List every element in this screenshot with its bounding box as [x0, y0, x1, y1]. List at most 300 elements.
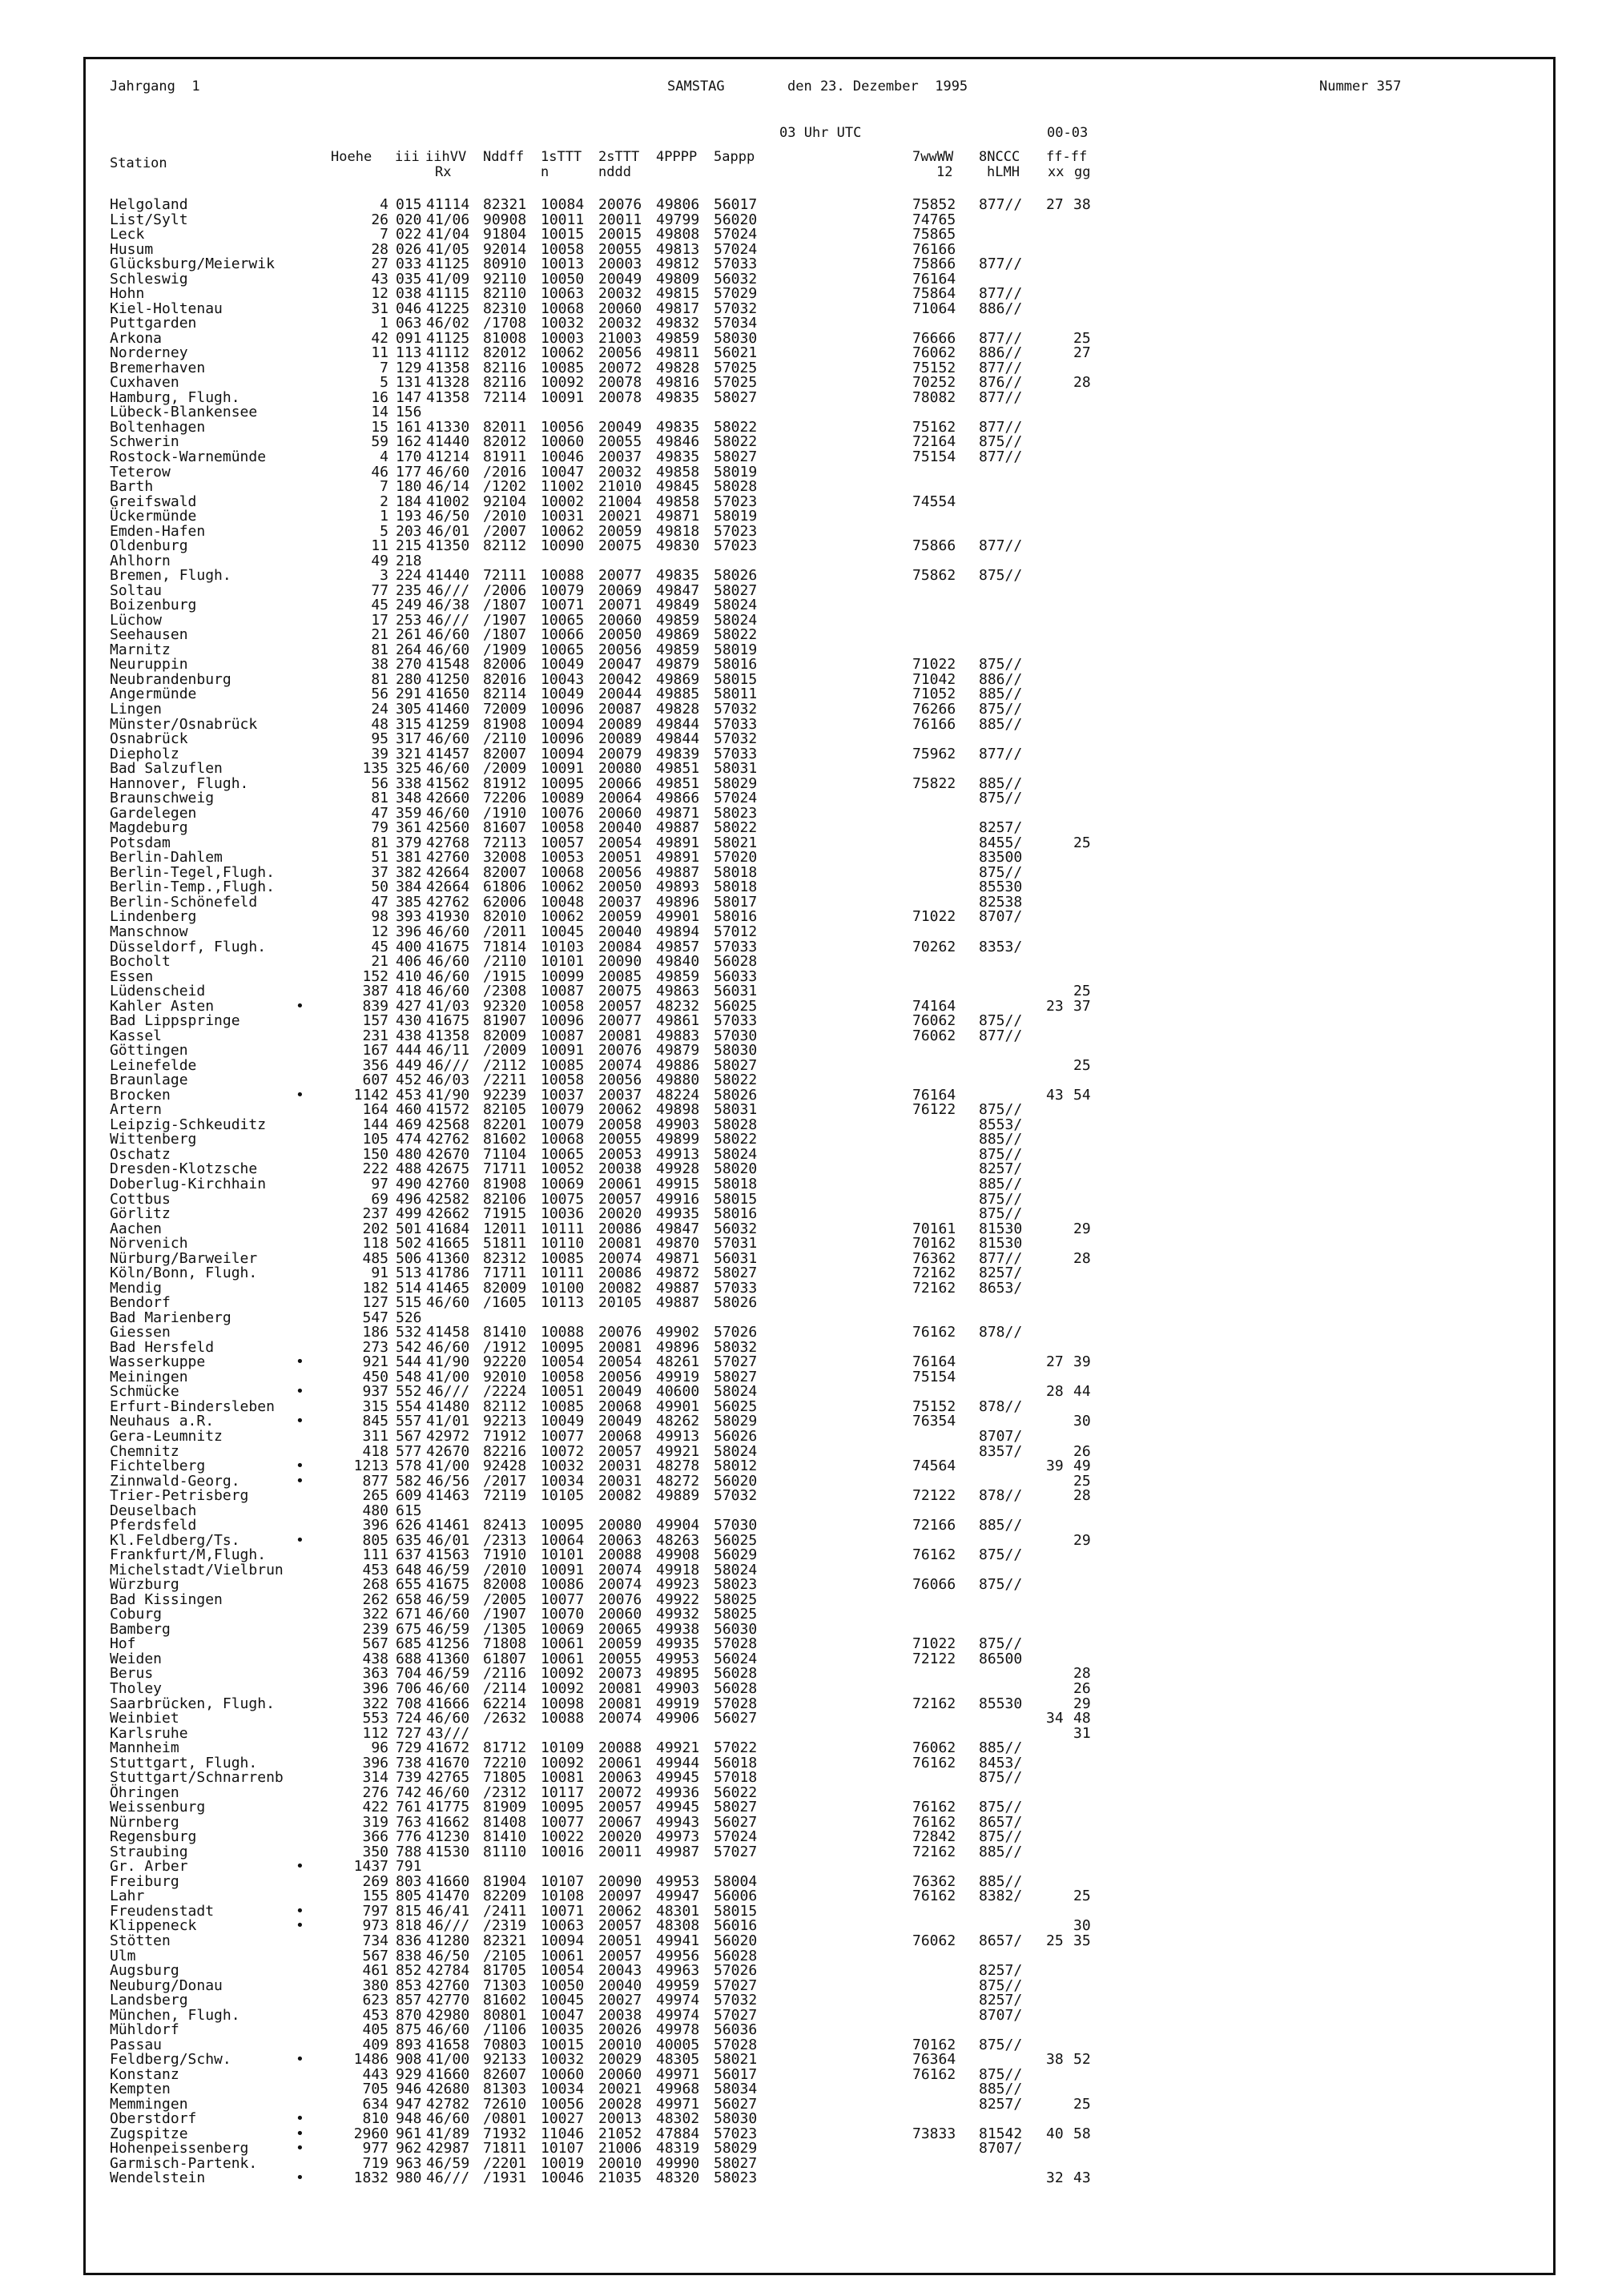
- group-nddff: /2201: [483, 2154, 527, 2172]
- group-iihvv: 46/59: [426, 1620, 470, 1638]
- group-1sttt: 10092: [541, 1665, 585, 1683]
- group-1sttt: 10047: [541, 2006, 585, 2024]
- group-8nccc: 885//: [979, 1131, 1023, 1148]
- group-7wwww: 71042: [912, 670, 956, 688]
- station-id: 474: [396, 1131, 422, 1148]
- group-7wwww: 72842: [912, 1828, 956, 1846]
- group-2sttt: 20032: [598, 463, 642, 481]
- station-name: Bocholt: [110, 953, 171, 971]
- group-8nccc: 886//: [979, 300, 1023, 317]
- elevation: 47: [371, 804, 388, 822]
- group-nddff: 72206: [483, 790, 527, 807]
- group-iihvv: 46/02: [426, 315, 470, 332]
- group-5appp: 57032: [714, 730, 758, 748]
- group-iihvv: 41/06: [426, 211, 470, 228]
- group-1sttt: 10061: [541, 1650, 585, 1667]
- group-nddff: 72009: [483, 701, 527, 718]
- col-7wwww: 7wwWW: [912, 149, 954, 165]
- group-4pppp: 49818: [656, 522, 700, 540]
- station-name: Barth: [110, 478, 154, 496]
- group-2sttt: 20011: [598, 1843, 642, 1860]
- group-2sttt: 20061: [598, 1175, 642, 1192]
- station-name: Regensburg: [110, 1828, 197, 1846]
- table-row: [86, 2023, 1558, 2038]
- group-5appp: 57030: [714, 1027, 758, 1044]
- station-name: Mühldorf: [110, 2021, 179, 2039]
- station-id: 180: [396, 478, 422, 496]
- station-name: Berus: [110, 1665, 154, 1683]
- group-4pppp: 48302: [656, 2110, 700, 2128]
- elevation: 97: [371, 1175, 388, 1192]
- group-nddff: 82007: [483, 745, 527, 762]
- elevation: 182: [362, 1279, 388, 1297]
- group-2sttt: 20010: [598, 2036, 642, 2053]
- station-name: Giessen: [110, 1324, 171, 1341]
- group-nddff: 81907: [483, 1012, 527, 1030]
- group-4pppp: 49947: [656, 1888, 700, 1905]
- station-name: Ahlhorn: [110, 552, 171, 569]
- wind-gust-1: 43: [1046, 1086, 1064, 1104]
- elevation: 69: [371, 1190, 388, 1208]
- group-4pppp: 49895: [656, 1665, 700, 1683]
- group-2sttt: 20068: [598, 1397, 642, 1415]
- group-nddff: /2312: [483, 1783, 527, 1801]
- group-iihvv: 41470: [426, 1888, 470, 1905]
- table-row: [86, 1504, 1558, 1519]
- group-iihvv: 41360: [426, 1650, 470, 1667]
- station-name: Helgoland: [110, 196, 188, 213]
- group-nddff: /1807: [483, 597, 527, 614]
- group-1sttt: 10015: [541, 226, 585, 243]
- table-row: [86, 732, 1558, 747]
- group-nddff: 81110: [483, 1843, 527, 1860]
- wind-gust-2: 25: [1073, 834, 1091, 851]
- elevation: 350: [362, 1843, 388, 1860]
- wind-gust-1: 39: [1046, 1458, 1064, 1475]
- table-row: [86, 1711, 1558, 1727]
- group-5appp: 56031: [714, 1249, 758, 1267]
- station-name: Göttingen: [110, 1042, 188, 1060]
- group-1sttt: 10094: [541, 715, 585, 733]
- table-row: [86, 1311, 1558, 1326]
- group-iihvv: 41250: [426, 670, 470, 688]
- table-row: [86, 1355, 1558, 1370]
- group-2sttt: 20044: [598, 686, 642, 703]
- group-1sttt: 10031: [541, 508, 585, 525]
- group-5appp: 57033: [714, 255, 758, 273]
- mountain-marker: •: [296, 1383, 304, 1401]
- group-iihvv: 41665: [426, 1235, 470, 1253]
- group-8nccc: 8657/: [979, 1932, 1023, 1949]
- station-id: 655: [396, 1576, 422, 1594]
- group-iihvv: 41440: [426, 433, 470, 451]
- group-4pppp: 49889: [656, 1487, 700, 1505]
- table-row: [86, 1578, 1558, 1593]
- group-iihvv: 41/05: [426, 240, 470, 258]
- group-5appp: 58025: [714, 1606, 758, 1623]
- table-row: [86, 1919, 1558, 1934]
- table-row: [86, 628, 1558, 643]
- station-id: 893: [396, 2036, 422, 2053]
- elevation: 839: [362, 997, 388, 1015]
- group-1sttt: 10096: [541, 701, 585, 718]
- table-row: [86, 2082, 1558, 2097]
- station-name: Aachen: [110, 1220, 163, 1237]
- station-name: Straubing: [110, 1843, 188, 1860]
- group-1sttt: 10050: [541, 270, 585, 288]
- group-nddff: 72114: [483, 388, 527, 406]
- table-row: [86, 1474, 1558, 1490]
- group-iihvv: 41358: [426, 1027, 470, 1044]
- group-7wwww: 76162: [912, 1799, 956, 1816]
- group-4pppp: 49869: [656, 626, 700, 644]
- group-8nccc: 8657/: [979, 1813, 1023, 1831]
- station-name: Braunschweig: [110, 790, 215, 807]
- group-7wwww: 71064: [912, 300, 956, 317]
- station-name: Glücksburg/Meierwik: [110, 255, 275, 273]
- group-7wwww: 76164: [912, 270, 956, 288]
- group-8nccc: 8257/: [979, 1992, 1023, 2009]
- group-7wwww: 74164: [912, 997, 956, 1015]
- elevation: 276: [362, 1783, 388, 1801]
- group-4pppp: 49963: [656, 1962, 700, 1980]
- group-1sttt: 10081: [541, 1769, 585, 1787]
- group-iihvv: 41358: [426, 388, 470, 406]
- group-1sttt: 10086: [541, 1576, 585, 1594]
- group-nddff: 72119: [483, 1487, 527, 1505]
- group-nddff: /2114: [483, 1680, 527, 1697]
- group-5appp: 56028: [714, 1947, 758, 1964]
- group-iihvv: 42670: [426, 1442, 470, 1460]
- wind-gust-2: 29: [1073, 1695, 1091, 1712]
- group-4pppp: 49901: [656, 1397, 700, 1415]
- group-1sttt: 10019: [541, 2154, 585, 2172]
- station-id: 739: [396, 1769, 422, 1787]
- group-nddff: /2411: [483, 1902, 527, 1920]
- col-rx: Rx: [435, 164, 452, 180]
- elevation: 623: [362, 1992, 388, 2009]
- group-7wwww: 71022: [912, 908, 956, 926]
- group-iihvv: 41660: [426, 2065, 470, 2083]
- group-1sttt: 10111: [541, 1220, 585, 1237]
- station-id: 338: [396, 774, 422, 792]
- group-iihvv: 41458: [426, 1324, 470, 1341]
- station-name: Magdeburg: [110, 819, 188, 837]
- station-name: Neuruppin: [110, 656, 188, 674]
- group-5appp: 58011: [714, 686, 758, 703]
- station-name: Lüdenscheid: [110, 983, 206, 1000]
- group-5appp: 57028: [714, 1635, 758, 1653]
- group-1sttt: 10094: [541, 745, 585, 762]
- group-iihvv: 41125: [426, 255, 470, 273]
- station-id: 270: [396, 656, 422, 674]
- group-4pppp: 49872: [656, 1265, 700, 1282]
- station-name: Weissenburg: [110, 1799, 206, 1816]
- group-1sttt: 10070: [541, 1606, 585, 1623]
- table-row: [86, 1296, 1558, 1311]
- group-8nccc: 86500: [979, 1650, 1023, 1667]
- group-5appp: 57028: [714, 2036, 758, 2053]
- station-name: Boltenhagen: [110, 418, 206, 436]
- table-row: [86, 806, 1558, 822]
- group-1sttt: 10054: [541, 1353, 585, 1371]
- station-id: 091: [396, 329, 422, 347]
- group-7wwww: 71022: [912, 656, 956, 674]
- col-station: Station: [110, 155, 167, 171]
- table-row: [86, 316, 1558, 332]
- group-7wwww: 76162: [912, 1324, 956, 1341]
- group-nddff: /1910: [483, 804, 527, 822]
- station-id: 015: [396, 196, 422, 213]
- group-nddff: 92213: [483, 1413, 527, 1430]
- station-name: Lübeck-Blankensee: [110, 404, 258, 421]
- group-7wwww: 76362: [912, 1249, 956, 1267]
- station-id: 727: [396, 1724, 422, 1742]
- group-nddff: 82310: [483, 300, 527, 317]
- station-name: Gardelegen: [110, 804, 197, 822]
- group-1sttt: 10051: [541, 1383, 585, 1401]
- station-id: 022: [396, 226, 422, 243]
- group-5appp: 58029: [714, 2140, 758, 2157]
- station-name: Kl.Feldberg/Ts.: [110, 1531, 240, 1549]
- group-1sttt: 10071: [541, 1902, 585, 1920]
- group-1sttt: 10090: [541, 537, 585, 555]
- station-id: 261: [396, 626, 422, 644]
- station-name: Coburg: [110, 1606, 163, 1623]
- group-iihvv: 41480: [426, 1397, 470, 1415]
- table-row: [86, 791, 1558, 806]
- group-4pppp: 49891: [656, 849, 700, 867]
- group-1sttt: 10057: [541, 834, 585, 851]
- elevation: 21: [371, 626, 388, 644]
- elevation: 47: [371, 893, 388, 911]
- elevation: 157: [362, 1012, 388, 1030]
- group-7wwww: 75152: [912, 359, 956, 376]
- table-row: [86, 1622, 1558, 1638]
- group-1sttt: 10065: [541, 611, 585, 629]
- station-name: Hohenpeissenberg: [110, 2140, 249, 2157]
- station-name: Bad Hersfeld: [110, 1338, 215, 1356]
- group-5appp: 56017: [714, 196, 758, 213]
- group-5appp: 58019: [714, 508, 758, 525]
- wind-gust-2: 26: [1073, 1680, 1091, 1697]
- wind-gust-1: 25: [1046, 1932, 1064, 1949]
- table-row: [86, 1607, 1558, 1622]
- group-7wwww: 76066: [912, 1576, 956, 1594]
- elevation: 1: [380, 315, 388, 332]
- station-name: Frankfurt/M,Flugh.: [110, 1546, 267, 1564]
- station-name: Kiel-Holtenau: [110, 300, 223, 317]
- table-row: [86, 1385, 1558, 1400]
- elevation: 50: [371, 879, 388, 896]
- group-5appp: 56021: [714, 344, 758, 362]
- table-row: [86, 1815, 1558, 1831]
- group-1sttt: 10077: [541, 1590, 585, 1608]
- group-4pppp: 49832: [656, 315, 700, 332]
- elevation: 186: [362, 1324, 388, 1341]
- group-5appp: 56025: [714, 997, 758, 1015]
- station-id: 361: [396, 819, 422, 837]
- group-5appp: 57024: [714, 240, 758, 258]
- group-7wwww: 76162: [912, 1546, 956, 1564]
- group-2sttt: 20081: [598, 1695, 642, 1712]
- group-iihvv: 46/14: [426, 478, 470, 496]
- group-5appp: 58032: [714, 1338, 758, 1356]
- station-name: Bad Lippspringe: [110, 1012, 240, 1030]
- group-4pppp: 49915: [656, 1175, 700, 1192]
- date-label: den 23. Dezember 1995: [787, 78, 968, 94]
- group-1sttt: 10016: [541, 1843, 585, 1860]
- group-2sttt: 20059: [598, 1635, 642, 1653]
- col-hoehe: Hoehe: [331, 149, 372, 165]
- station-id: 184: [396, 493, 422, 510]
- group-nddff: 82216: [483, 1442, 527, 1460]
- group-2sttt: 20050: [598, 626, 642, 644]
- group-nddff: 80801: [483, 2006, 527, 2024]
- group-2sttt: 20082: [598, 1279, 642, 1297]
- table-row: [86, 821, 1558, 836]
- group-iihvv: 42768: [426, 834, 470, 851]
- group-1sttt: 10092: [541, 1754, 585, 1771]
- group-2sttt: 20060: [598, 804, 642, 822]
- elevation: 56: [371, 774, 388, 792]
- station-id: 742: [396, 1783, 422, 1801]
- group-iihvv: 46/50: [426, 1947, 470, 1964]
- group-nddff: /2313: [483, 1531, 527, 1549]
- station-name: Kempten: [110, 2081, 171, 2098]
- group-4pppp: 49921: [656, 1739, 700, 1757]
- table-row: [86, 687, 1558, 702]
- station-id: 552: [396, 1383, 422, 1401]
- station-id: 317: [396, 730, 422, 748]
- group-1sttt: 10032: [541, 1458, 585, 1475]
- group-2sttt: 20021: [598, 508, 642, 525]
- wind-gust-1: 27: [1046, 1353, 1064, 1371]
- group-4pppp: 49883: [656, 1027, 700, 1044]
- group-4pppp: 49835: [656, 448, 700, 465]
- group-4pppp: 49974: [656, 1992, 700, 2009]
- station-name: Berlin-Dahlem: [110, 849, 223, 867]
- group-8nccc: 85530: [979, 1695, 1023, 1712]
- group-4pppp: 49866: [656, 790, 700, 807]
- elevation: 553: [362, 1710, 388, 1727]
- group-5appp: 58015: [714, 1902, 758, 1920]
- group-5appp: 58023: [714, 1576, 758, 1594]
- group-nddff: /2006: [483, 581, 527, 599]
- group-2sttt: 20077: [598, 1012, 642, 1030]
- group-8nccc: 8353/: [979, 938, 1023, 955]
- group-2sttt: 20074: [598, 1056, 642, 1074]
- group-2sttt: 20105: [598, 1294, 642, 1312]
- station-name: Doberlug-Kirchhain: [110, 1175, 267, 1192]
- group-iihvv: 41440: [426, 567, 470, 585]
- group-iihvv: 42680: [426, 2081, 470, 2098]
- group-5appp: 58015: [714, 1190, 758, 1208]
- group-1sttt: 10108: [541, 1888, 585, 1905]
- station-name: Stötten: [110, 1932, 171, 1949]
- table-row: [86, 302, 1558, 317]
- mountain-marker: •: [296, 1902, 304, 1920]
- group-8nccc: 875//: [979, 2036, 1023, 2053]
- group-nddff: /2009: [483, 760, 527, 778]
- station-id: 502: [396, 1235, 422, 1253]
- group-4pppp: 49978: [656, 2021, 700, 2039]
- group-1sttt: 10101: [541, 953, 585, 971]
- group-8nccc: 8257/: [979, 1265, 1023, 1282]
- elevation: 231: [362, 1027, 388, 1044]
- wind-gust-1: 23: [1046, 997, 1064, 1015]
- station-id: 264: [396, 641, 422, 658]
- table-row: [86, 569, 1558, 584]
- group-2sttt: 21010: [598, 478, 642, 496]
- group-iihvv: 41112: [426, 344, 470, 362]
- group-5appp: 57027: [714, 1843, 758, 1860]
- group-8nccc: 8453/: [979, 1754, 1023, 1771]
- group-7wwww: 75152: [912, 1397, 956, 1415]
- elevation: 150: [362, 1145, 388, 1163]
- group-2sttt: 20037: [598, 1086, 642, 1104]
- col-xx: xx: [1048, 164, 1065, 180]
- group-1sttt: 10095: [541, 1799, 585, 1816]
- group-2sttt: 20055: [598, 433, 642, 451]
- group-4pppp: 49885: [656, 686, 700, 703]
- group-5appp: 57018: [714, 1769, 758, 1787]
- elevation: 135: [362, 760, 388, 778]
- col-hlmh: hLMH: [987, 164, 1020, 180]
- group-5appp: 57026: [714, 1962, 758, 1980]
- elevation: 95: [371, 730, 388, 748]
- group-4pppp: 48308: [656, 1917, 700, 1935]
- group-2sttt: 20049: [598, 418, 642, 436]
- group-2sttt: 20080: [598, 760, 642, 778]
- group-iihvv: 42582: [426, 1190, 470, 1208]
- group-2sttt: 20051: [598, 1932, 642, 1949]
- group-5appp: 58018: [714, 863, 758, 881]
- station-id: 852: [396, 1962, 422, 1980]
- elevation: 921: [362, 1353, 388, 1371]
- group-4pppp: 49839: [656, 745, 700, 762]
- group-5appp: 58015: [714, 670, 758, 688]
- group-5appp: 58027: [714, 1265, 758, 1282]
- group-4pppp: 49812: [656, 255, 700, 273]
- station-name: Neuhaus a.R.: [110, 1413, 215, 1430]
- group-5appp: 58029: [714, 1413, 758, 1430]
- group-2sttt: 20061: [598, 1754, 642, 1771]
- table-row: [86, 581, 1558, 599]
- group-8nccc: 875//: [979, 1190, 1023, 1208]
- station-name: Bremen, Flugh.: [110, 567, 231, 585]
- group-7wwww: 75862: [912, 567, 956, 585]
- station-name: Potsdam: [110, 834, 171, 851]
- group-2sttt: 20053: [598, 1145, 642, 1163]
- group-iihvv: 46/60: [426, 760, 470, 778]
- group-5appp: 58024: [714, 1145, 758, 1163]
- group-iihvv: 41675: [426, 1012, 470, 1030]
- group-4pppp: 49893: [656, 879, 700, 896]
- group-nddff: 82110: [483, 285, 527, 303]
- group-2sttt: 20020: [598, 1828, 642, 1846]
- station-id: 113: [396, 344, 422, 362]
- station-id: 635: [396, 1531, 422, 1549]
- group-7wwww: 72162: [912, 1843, 956, 1860]
- group-1sttt: 10111: [541, 1265, 585, 1282]
- station-id: 567: [396, 1427, 422, 1445]
- group-iihvv: 41259: [426, 715, 470, 733]
- group-nddff: 82006: [483, 656, 527, 674]
- group-iihvv: 42670: [426, 1145, 470, 1163]
- group-2sttt: 20074: [598, 1561, 642, 1578]
- group-1sttt: 10085: [541, 1056, 585, 1074]
